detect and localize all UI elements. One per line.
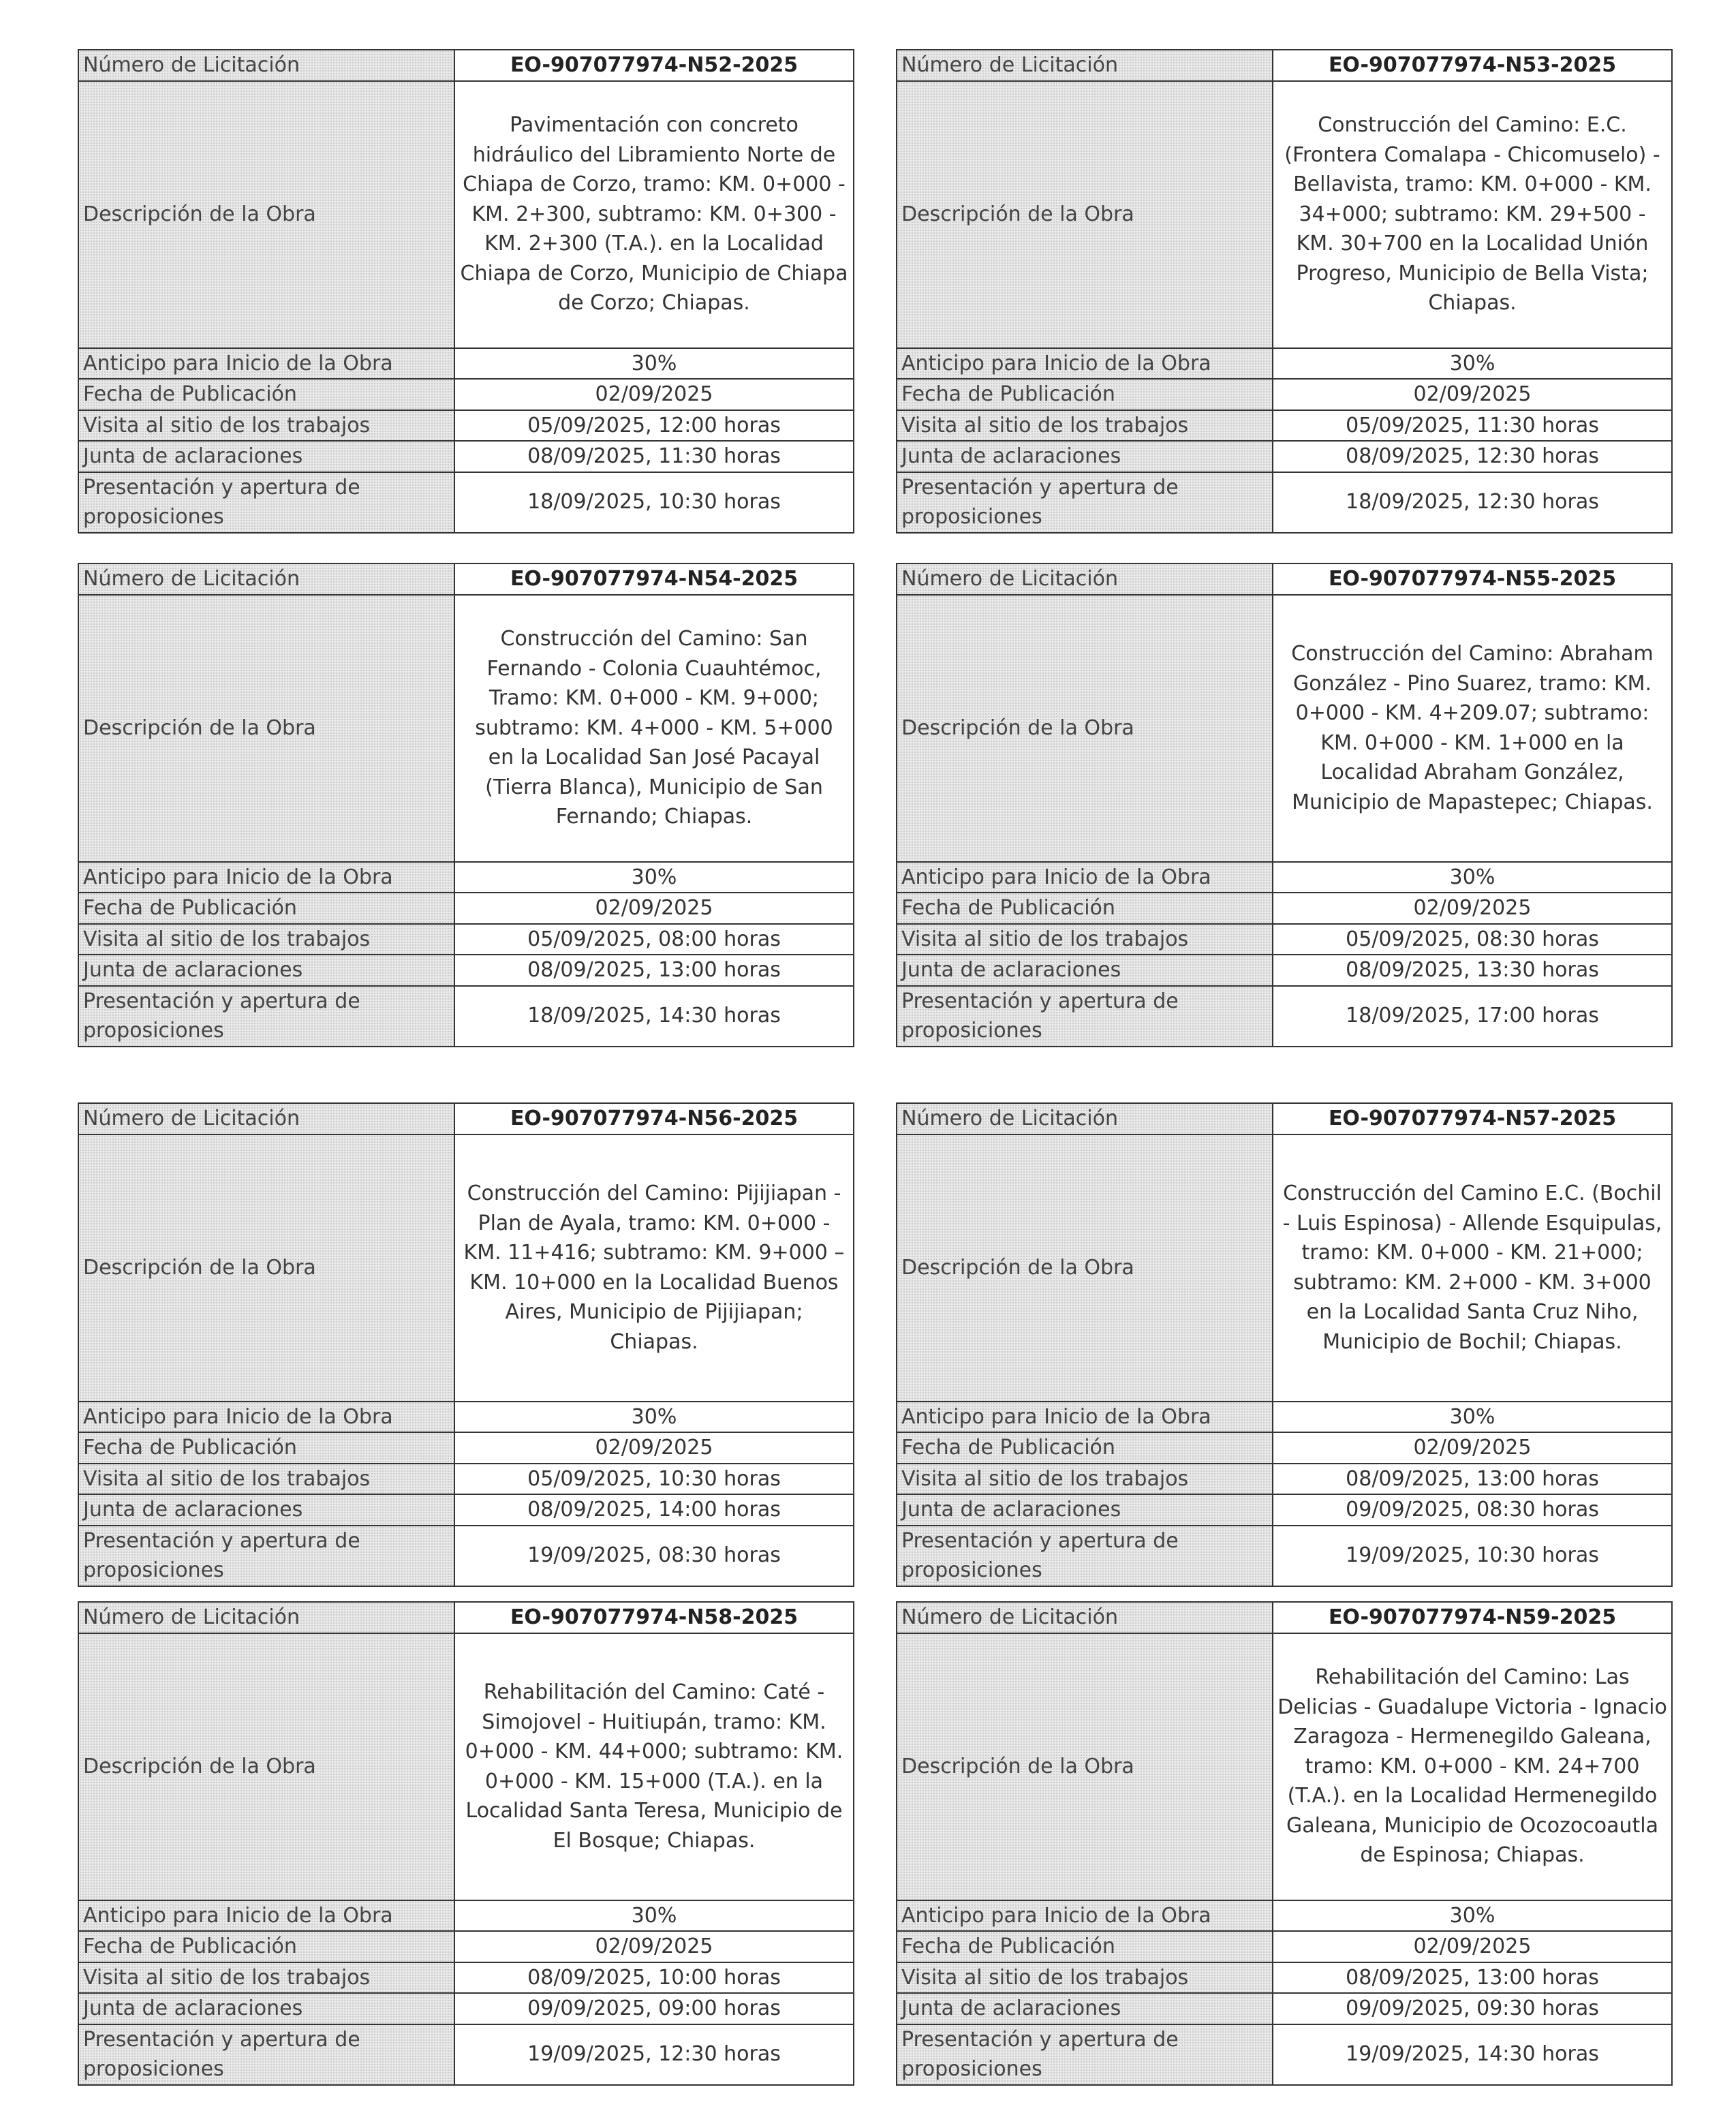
value-presentacion: 18/09/2025, 17:00 horas	[1273, 986, 1672, 1047]
label-numero: Número de Licitación	[78, 50, 454, 81]
row-junta	[78, 441, 854, 472]
value-numero: EO-907077974-N54-2025	[454, 564, 854, 595]
label-publicacion: Fecha de Publicación	[897, 893, 1273, 924]
row-anticipo	[78, 862, 854, 893]
row-descripcion	[78, 81, 854, 348]
value-numero: EO-907077974-N57-2025	[1273, 1103, 1672, 1134]
row-presentacion	[78, 2024, 854, 2085]
label-junta: Junta de aclaraciones	[78, 1993, 454, 2024]
row-publicacion	[897, 1931, 1672, 1962]
label-numero: Número de Licitación	[78, 1103, 454, 1134]
row-descripcion	[78, 1134, 854, 1402]
value-publicacion: 02/09/2025	[454, 893, 854, 924]
value-visita: 05/09/2025, 08:30 horas	[1273, 924, 1672, 955]
value-presentacion: 18/09/2025, 10:30 horas	[454, 472, 854, 533]
value-publicacion: 02/09/2025	[1273, 1931, 1672, 1962]
value-publicacion: 02/09/2025	[454, 379, 854, 410]
value-junta: 09/09/2025, 09:30 horas	[1273, 1993, 1672, 2024]
row-anticipo	[897, 1402, 1672, 1433]
licitacion-table	[78, 1102, 854, 1587]
value-numero: EO-907077974-N55-2025	[1273, 564, 1672, 595]
row-visita	[78, 1962, 854, 1994]
label-presentacion: Presentación y apertura de proposiciones	[897, 986, 1273, 1047]
row-numero	[78, 50, 854, 81]
value-anticipo: 30%	[454, 862, 854, 893]
label-junta: Junta de aclaraciones	[78, 955, 454, 986]
row-visita	[897, 924, 1672, 955]
label-numero: Número de Licitación	[897, 564, 1273, 595]
label-visita: Visita al sitio de los trabajos	[897, 924, 1273, 955]
value-descripcion: Rehabilitación del Camino: Las Delicias - Guadalupe Victoria - Ignacio Zaragoza - Hermenegildo Galeana, tramo: KM. 0+000 - KM. 24+700 (T.A.). en la Localidad Hermenegildo Galeana, Municipio de Ocozocoautla de Espinosa; Chiapas.	[1273, 1633, 1672, 1900]
label-presentacion: Presentación y apertura de proposiciones	[78, 986, 454, 1047]
value-anticipo: 30%	[454, 1900, 854, 1932]
row-presentacion	[897, 472, 1672, 533]
value-anticipo: 30%	[1273, 348, 1672, 380]
label-anticipo: Anticipo para Inicio de la Obra	[897, 1402, 1273, 1433]
value-anticipo: 30%	[1273, 862, 1672, 893]
value-descripcion: Rehabilitación del Camino: Caté - Simojovel - Huitiupán, tramo: KM. 0+000 - KM. 44+000; subtramo: KM. 0+000 - KM. 15+000 (T.A.). en la Localidad Santa Teresa, Municipio de El Bosque; Chiapas.	[454, 1633, 854, 1900]
label-visita: Visita al sitio de los trabajos	[78, 1464, 454, 1495]
row-publicacion	[897, 379, 1672, 410]
value-visita: 08/09/2025, 13:00 horas	[1273, 1962, 1672, 1994]
value-descripcion: Construcción del Camino: Pijijiapan - Plan de Ayala, tramo: KM. 0+000 - KM. 11+416; subtramo: KM. 9+000 – KM. 10+000 en la Localidad Buenos Aires, Municipio de Pijijiapan; Chiapas.	[454, 1134, 854, 1402]
value-numero: EO-907077974-N53-2025	[1273, 50, 1672, 81]
label-publicacion: Fecha de Publicación	[897, 379, 1273, 410]
value-descripcion: Construcción del Camino: Abraham González - Pino Suarez, tramo: KM. 0+000 - KM. 4+209.07; subtramo: KM. 0+000 - KM. 1+000 en la Localidad Abraham González, Municipio de Mapastepec; Chiapas.	[1273, 595, 1672, 862]
label-publicacion: Fecha de Publicación	[897, 1432, 1273, 1464]
label-visita: Visita al sitio de los trabajos	[78, 924, 454, 955]
value-publicacion: 02/09/2025	[1273, 1432, 1672, 1464]
label-visita: Visita al sitio de los trabajos	[78, 1962, 454, 1994]
row-visita	[897, 1962, 1672, 1994]
label-descripcion: Descripción de la Obra	[897, 1134, 1273, 1402]
label-presentacion: Presentación y apertura de proposiciones	[78, 472, 454, 533]
row-descripcion	[78, 595, 854, 862]
row-numero	[897, 564, 1672, 595]
label-descripcion: Descripción de la Obra	[897, 595, 1273, 862]
licitacion-card-4	[896, 563, 1673, 1047]
row-visita	[78, 410, 854, 442]
label-numero: Número de Licitación	[897, 1103, 1273, 1134]
label-presentacion: Presentación y apertura de proposiciones	[78, 2024, 454, 2085]
value-junta: 09/09/2025, 09:00 horas	[454, 1993, 854, 2024]
licitacion-table	[896, 1102, 1673, 1587]
row-numero	[897, 1103, 1672, 1134]
row-presentacion	[897, 2024, 1672, 2085]
row-presentacion	[78, 472, 854, 533]
row-visita	[78, 924, 854, 955]
licitacion-card-1	[78, 49, 854, 534]
row-anticipo	[78, 1402, 854, 1433]
licitacion-card-3	[78, 563, 854, 1047]
label-junta: Junta de aclaraciones	[897, 1494, 1273, 1526]
label-anticipo: Anticipo para Inicio de la Obra	[78, 1900, 454, 1932]
value-visita: 05/09/2025, 11:30 horas	[1273, 410, 1672, 442]
licitacion-card-6	[896, 1102, 1673, 1587]
row-presentacion	[78, 1526, 854, 1586]
label-visita: Visita al sitio de los trabajos	[78, 410, 454, 442]
value-numero: EO-907077974-N58-2025	[454, 1602, 854, 1633]
value-presentacion: 19/09/2025, 10:30 horas	[1273, 1526, 1672, 1586]
label-presentacion: Presentación y apertura de proposiciones	[897, 472, 1273, 533]
value-anticipo: 30%	[1273, 1402, 1672, 1433]
row-junta	[78, 1993, 854, 2024]
value-descripcion: Construcción del Camino E.C. (Bochil - Luis Espinosa) - Allende Esquipulas, tramo: KM. 0+000 - KM. 21+000; subtramo: KM. 2+000 - KM. 3+000 en la Localidad Santa Cruz Niho, Municipio de Bochil; Chiapas.	[1273, 1134, 1672, 1402]
value-anticipo: 30%	[454, 1402, 854, 1433]
label-visita: Visita al sitio de los trabajos	[897, 1464, 1273, 1495]
value-junta: 08/09/2025, 12:30 horas	[1273, 441, 1672, 472]
licitacion-card-5	[78, 1102, 854, 1587]
value-presentacion: 19/09/2025, 14:30 horas	[1273, 2024, 1672, 2085]
label-junta: Junta de aclaraciones	[78, 441, 454, 472]
label-anticipo: Anticipo para Inicio de la Obra	[78, 862, 454, 893]
label-numero: Número de Licitación	[897, 50, 1273, 81]
row-anticipo	[78, 348, 854, 380]
row-publicacion	[78, 893, 854, 924]
row-junta	[897, 1494, 1672, 1526]
value-visita: 08/09/2025, 10:00 horas	[454, 1962, 854, 1994]
label-descripcion: Descripción de la Obra	[78, 81, 454, 348]
row-junta	[897, 1993, 1672, 2024]
value-visita: 08/09/2025, 13:00 horas	[1273, 1464, 1672, 1495]
licitacion-table	[78, 563, 854, 1047]
row-anticipo	[897, 348, 1672, 380]
row-junta	[78, 955, 854, 986]
value-junta: 08/09/2025, 14:00 horas	[454, 1494, 854, 1526]
row-anticipo	[78, 1900, 854, 1932]
label-anticipo: Anticipo para Inicio de la Obra	[897, 862, 1273, 893]
licitacion-card-8	[896, 1601, 1673, 2086]
row-publicacion	[78, 379, 854, 410]
label-anticipo: Anticipo para Inicio de la Obra	[78, 1402, 454, 1433]
row-descripcion	[78, 1633, 854, 1900]
label-descripcion: Descripción de la Obra	[78, 595, 454, 862]
value-visita: 05/09/2025, 10:30 horas	[454, 1464, 854, 1495]
label-numero: Número de Licitación	[78, 1602, 454, 1633]
label-publicacion: Fecha de Publicación	[78, 893, 454, 924]
label-visita: Visita al sitio de los trabajos	[897, 410, 1273, 442]
label-presentacion: Presentación y apertura de proposiciones	[78, 1526, 454, 1586]
value-presentacion: 18/09/2025, 12:30 horas	[1273, 472, 1672, 533]
label-publicacion: Fecha de Publicación	[78, 1432, 454, 1464]
label-visita: Visita al sitio de los trabajos	[897, 1962, 1273, 1994]
row-publicacion	[897, 893, 1672, 924]
row-visita	[897, 410, 1672, 442]
label-anticipo: Anticipo para Inicio de la Obra	[897, 1900, 1273, 1932]
row-presentacion	[897, 1526, 1672, 1586]
value-presentacion: 18/09/2025, 14:30 horas	[454, 986, 854, 1047]
label-descripcion: Descripción de la Obra	[78, 1134, 454, 1402]
value-junta: 08/09/2025, 11:30 horas	[454, 441, 854, 472]
licitacion-card-7	[78, 1601, 854, 2086]
value-publicacion: 02/09/2025	[454, 1432, 854, 1464]
label-descripcion: Descripción de la Obra	[78, 1633, 454, 1900]
row-junta	[78, 1494, 854, 1526]
row-descripcion	[897, 81, 1672, 348]
label-junta: Junta de aclaraciones	[78, 1494, 454, 1526]
licitacion-table	[896, 49, 1673, 534]
value-publicacion: 02/09/2025	[1273, 379, 1672, 410]
value-junta: 08/09/2025, 13:00 horas	[454, 955, 854, 986]
label-junta: Junta de aclaraciones	[897, 1993, 1273, 2024]
licitacion-table	[896, 563, 1673, 1047]
label-anticipo: Anticipo para Inicio de la Obra	[78, 348, 454, 380]
row-anticipo	[897, 862, 1672, 893]
row-numero	[78, 1602, 854, 1633]
value-publicacion: 02/09/2025	[454, 1931, 854, 1962]
row-visita	[897, 1464, 1672, 1495]
value-numero: EO-907077974-N56-2025	[454, 1103, 854, 1134]
row-publicacion	[78, 1931, 854, 1962]
row-visita	[78, 1464, 854, 1495]
row-presentacion	[897, 986, 1672, 1047]
value-presentacion: 19/09/2025, 12:30 horas	[454, 2024, 854, 2085]
label-junta: Junta de aclaraciones	[897, 441, 1273, 472]
value-descripcion: Pavimentación con concreto hidráulico del Libramiento Norte de Chiapa de Corzo, tramo: KM. 0+000 - KM. 2+300, subtramo: KM. 0+300 - KM. 2+300 (T.A.). en la Localidad Chiapa de Corzo, Municipio de Chiapa de Corzo; Chiapas.	[454, 81, 854, 348]
row-publicacion	[78, 1432, 854, 1464]
label-presentacion: Presentación y apertura de proposiciones	[897, 1526, 1273, 1586]
label-descripcion: Descripción de la Obra	[897, 1633, 1273, 1900]
value-presentacion: 19/09/2025, 08:30 horas	[454, 1526, 854, 1586]
label-numero: Número de Licitación	[897, 1602, 1273, 1633]
value-anticipo: 30%	[1273, 1900, 1672, 1932]
label-descripcion: Descripción de la Obra	[897, 81, 1273, 348]
row-numero	[897, 50, 1672, 81]
label-junta: Junta de aclaraciones	[897, 955, 1273, 986]
value-descripcion: Construcción del Camino: San Fernando - Colonia Cuauhtémoc, Tramo: KM. 0+000 - KM. 9+000; subtramo: KM. 4+000 - KM. 5+000 en la Localidad San José Pacayal (Tierra Blanca), Municipio de San Fernando; Chiapas.	[454, 595, 854, 862]
label-publicacion: Fecha de Publicación	[78, 1931, 454, 1962]
licitacion-table	[78, 1601, 854, 2086]
row-publicacion	[897, 1432, 1672, 1464]
licitacion-table	[896, 1601, 1673, 2086]
row-descripcion	[897, 1134, 1672, 1402]
row-numero	[78, 1103, 854, 1134]
licitacion-table	[78, 49, 854, 534]
label-publicacion: Fecha de Publicación	[78, 379, 454, 410]
row-presentacion	[78, 986, 854, 1047]
row-junta	[897, 955, 1672, 986]
value-anticipo: 30%	[454, 348, 854, 380]
value-numero: EO-907077974-N52-2025	[454, 50, 854, 81]
row-anticipo	[897, 1900, 1672, 1932]
value-visita: 05/09/2025, 12:00 horas	[454, 410, 854, 442]
row-numero	[897, 1602, 1672, 1633]
row-numero	[78, 564, 854, 595]
row-junta	[897, 441, 1672, 472]
value-descripcion: Construcción del Camino: E.C. (Frontera Comalapa - Chicomuselo) - Bellavista, tramo: KM. 0+000 - KM. 34+000; subtramo: KM. 29+500 - KM. 30+700 en la Localidad Unión Progreso, Municipio de Bella Vista; Chiapas.	[1273, 81, 1672, 348]
label-publicacion: Fecha de Publicación	[897, 1931, 1273, 1962]
value-junta: 09/09/2025, 08:30 horas	[1273, 1494, 1672, 1526]
value-publicacion: 02/09/2025	[1273, 893, 1672, 924]
label-numero: Número de Licitación	[78, 564, 454, 595]
row-descripcion	[897, 1633, 1672, 1900]
row-descripcion	[897, 595, 1672, 862]
label-presentacion: Presentación y apertura de proposiciones	[897, 2024, 1273, 2085]
licitacion-card-2	[896, 49, 1673, 534]
value-numero: EO-907077974-N59-2025	[1273, 1602, 1672, 1633]
label-anticipo: Anticipo para Inicio de la Obra	[897, 348, 1273, 380]
value-visita: 05/09/2025, 08:00 horas	[454, 924, 854, 955]
value-junta: 08/09/2025, 13:30 horas	[1273, 955, 1672, 986]
